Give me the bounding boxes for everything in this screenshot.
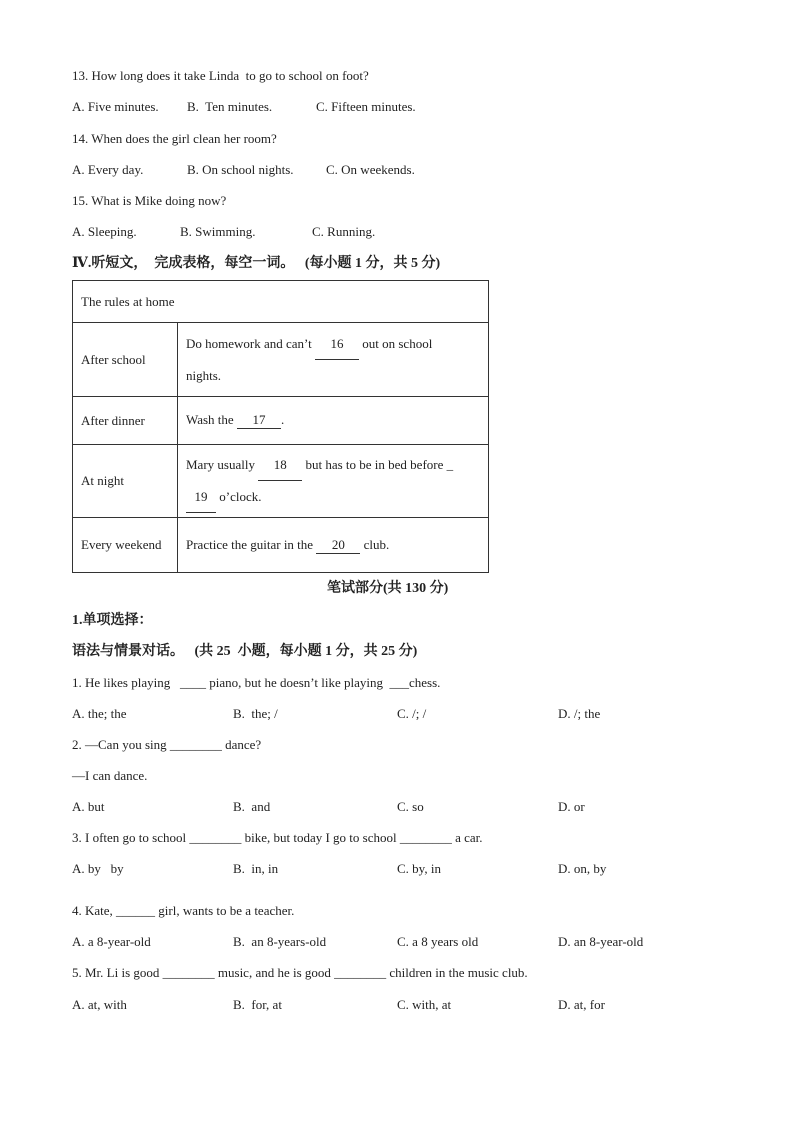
table-row [73,518,489,573]
single-choice-title: 1.单项选择： [72,613,153,628]
g5-option-c: C. with, at [397,997,452,1012]
q14-option-a: A. Every day. [72,162,144,177]
rules-table [72,280,489,573]
g5-option-d: D. at, for [558,997,605,1012]
g1-option-d: D. /; the [558,706,601,721]
blank-17: 17 [237,412,281,429]
q15-option-c: C. Running. [312,224,376,239]
g5-option-a: A. at, with [72,997,127,1012]
blank-18: 18 [258,449,302,481]
row-content: Wash the 17 . [178,397,489,445]
row-content: Mary usually 18 but has to be in bed before _ 19 o’clock. [178,445,489,518]
g3-option-d: D. on, by [558,861,607,876]
g1-option-c: C. /; / [397,706,427,721]
q13-option-a: A. Five minutes. [72,99,159,114]
g2-option-d: D. or [558,799,585,814]
grammar-question-1: 1. He likes playing ____ piano, but he doesn’t like playing ___chess. [72,675,441,690]
g4-option-d: D. an 8-year-old [558,934,644,949]
q13-option-c: C. Fifteen minutes. [316,99,416,114]
q13-option-b: B. Ten minutes. [187,99,273,114]
g4-option-b: B. an 8-years-old [233,934,327,949]
blank-19: 19 [186,481,216,513]
row-content: Do homework and can’t 16 out on school nights. [178,323,489,397]
q14-option-c: C. On weekends. [326,162,415,177]
grammar-question-3: 3. I often go to school ________ bike, but today I go to school ________ a car. [72,830,483,845]
g2-option-c: C. so [397,799,424,814]
q15-option-a: A. Sleeping. [72,224,137,239]
row-label: After dinner [73,397,178,445]
table-row [73,397,489,445]
g1-option-a: A. the; the [72,706,127,721]
row-label: Every weekend [73,518,178,573]
question-15: 15. What is Mike doing now? [72,193,227,208]
row-content: Practice the guitar in the 20 club. [178,518,489,573]
grammar-question-5: 5. Mr. Li is good ________ music, and he is good ________ children in the music club. [72,965,528,980]
grammar-question-2-reply: —I can dance. [72,768,148,783]
question-14: 14. When does the girl clean her room? [72,131,277,146]
g4-option-c: C. a 8 years old [397,934,479,949]
g3-option-b: B. in, in [233,861,279,876]
grammar-question-2: 2. —Can you sing ________ dance? [72,737,262,752]
q14-option-b: B. On school nights. [187,162,294,177]
g3-option-c: C. by, in [397,861,441,876]
g3-option-a: A. by by [72,861,124,876]
g5-option-b: B. for, at [233,997,282,1012]
section-4-title: Ⅳ.听短文， 完成表格，每空一词。 (每小题 1 分，共 5 分) [72,256,441,271]
table-row [73,445,489,518]
blank-20: 20 [316,537,360,554]
g1-option-b: B. the; / [233,706,278,721]
row-label: After school [73,323,178,397]
q15-option-b: B. Swimming. [180,224,256,239]
g2-option-a: A. but [72,799,105,814]
g2-option-b: B. and [233,799,271,814]
blank-16: 16 [315,328,359,360]
grammar-question-4: 4. Kate, ______ girl, wants to be a teacher. [72,903,295,918]
table-header: The rules at home [73,281,489,323]
grammar-title: 语法与情景对话。 (共 25 小题，每小题 1 分，共 25 分) [72,644,418,659]
question-13: 13. How long does it take Linda to go to school on foot? [72,68,369,83]
written-part-title: 笔试部分(共 130 分) [327,581,449,596]
table-row [73,323,489,397]
row-label: At night [73,445,178,518]
g4-option-a: A. a 8-year-old [72,934,151,949]
